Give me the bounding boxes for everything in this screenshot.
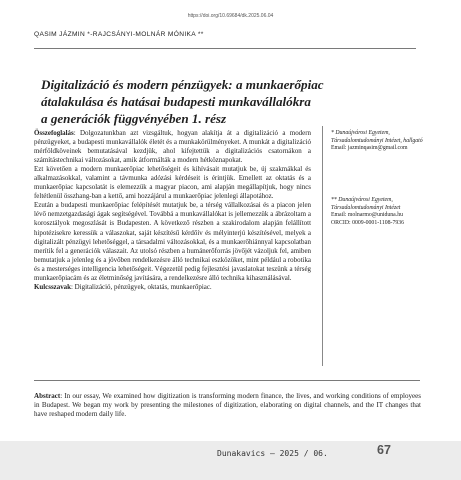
keywords-text: : Digitalizáció, pénzügyek, oktatás, munkaerőpiac. [71,282,212,291]
affiliation-second-author [331,197,431,227]
affiliation-email[interactable]: Email: molnarmo@uniduna.hu [331,212,403,219]
english-abstract [34,392,421,420]
affiliation-first-author [331,130,431,153]
abstract-label: Összefoglalás [34,129,74,137]
page-number: 67 [377,443,391,457]
keywords-label: Kulcsszavak [34,282,72,291]
abstract-paragraph: Ezután a budapesti munkaerőpiac felépítését mutatjuk be, a térség vállalkozásai és a piacon jelen lévő nemzetgazdasági ágak segítségével. Továbbá a munkavállalókat is jellemezzük a ábrázoltam a korosztályok megoszlását is Budapesten. A következő részben a szakirodalom alapján felállított hipotézisekre keressük a válaszokat, saját készítésű kérdőív és mélyinterjú készítésével, melyek a digitalizált pénzügyi lehetőséggel, a társadalmi változásokkal, és a munkaerőhiánnyal kapcsolatban merítik fel a generációk válaszait. Az utolsó részben a humánerőforrás jövőjét vázoljuk fel, amiben bemutatjuk a jelenleg és a jövőben rendelkezésre álló technikai eszközöket, mint például a robotika és a mesterséges intelligencia lehetőségeit. Végezetül pedig fejlesztési javaslatokat teszünk a térség munkaerőpiacám és az életminőség javítására, a rendelkezésre álló technika kihasználásával. [34,201,311,282]
article-title [41,76,371,127]
title-line: átalakulása és hatásai budapesti munkavállalókra [41,94,311,109]
keywords-line [34,283,311,292]
author-names: QASIM JÁZMIN *-RAJCSÁNYI-MOLNÁR MÓNIKA ** [34,31,204,38]
title-line: Digitalizáció és modern pénzügyek: a munkaerőpiac [41,77,324,92]
abstract-divider [34,380,420,381]
header-divider [34,48,416,49]
affiliation-text: * Dunaújvárosi Egyetem, Társadalomtudományi Intézet, hallgató [331,130,423,144]
affiliation-orcid[interactable]: ORCID: 0009-0001-1108-7936 [331,219,405,226]
abstract-paragraph [34,129,311,165]
abstract-text: : Dolgozatunkban azt vizsgáltuk, hogyan alakítja át a digitalizáció a modern pénzügyeket, a budapesti munkavállalók életét és a munkakörülményeket. A munkát a digitalizáció mérföldköveinek bemutatásával kezdjük, ahol kifejtettük a digitalizációs csatornákon a számítástechnikai változásokat, amik átformálták a modern hétköznapokat. [34,129,311,165]
journal-issue: Dunakavics – 2025 / 06. [217,449,328,458]
title-line: a generációk függvényében 1. rész [41,111,227,126]
doi-link[interactable]: https://doi.org/10.69684/dk.2025.06.04 [187,13,274,19]
page-footer [0,441,461,480]
abstract-label: Abstract [34,392,61,400]
abstract-paragraph: Ezt követően a modern munkaerőpiac lehetőségeit és kihívásait mutatjuk be, új szakmákkal és alkalmazásokkal, valamint a távmunka adózási kérdéseit is érintjük. Emellett az oktatás és a munkaerőpiac kapcsolatát is elemezzük a magyar piacon, ami alapján megállapítjuk, hogy nincs feltétlenül összhang-ban a kettő, ami hozzájárul a munkaerőpiac jelenlegi állapotához. [34,165,311,201]
column-divider [322,126,323,366]
abstract-text: : In our essay, We examined how digitization is transforming modern finance, the lives, and working conditions of employees in Budapest. We began my work by presenting the milestones of digitization, elaborating on digital channels, and the IT changes that have reshaped modern daily life. [34,392,421,419]
hungarian-abstract [34,129,311,292]
affiliation-text: ** Dunaújvárosi Egyetem, Társadalomtudományi Intézet [331,197,401,211]
affiliation-email[interactable]: Email: jazminqasim@gmail.com [331,145,408,152]
